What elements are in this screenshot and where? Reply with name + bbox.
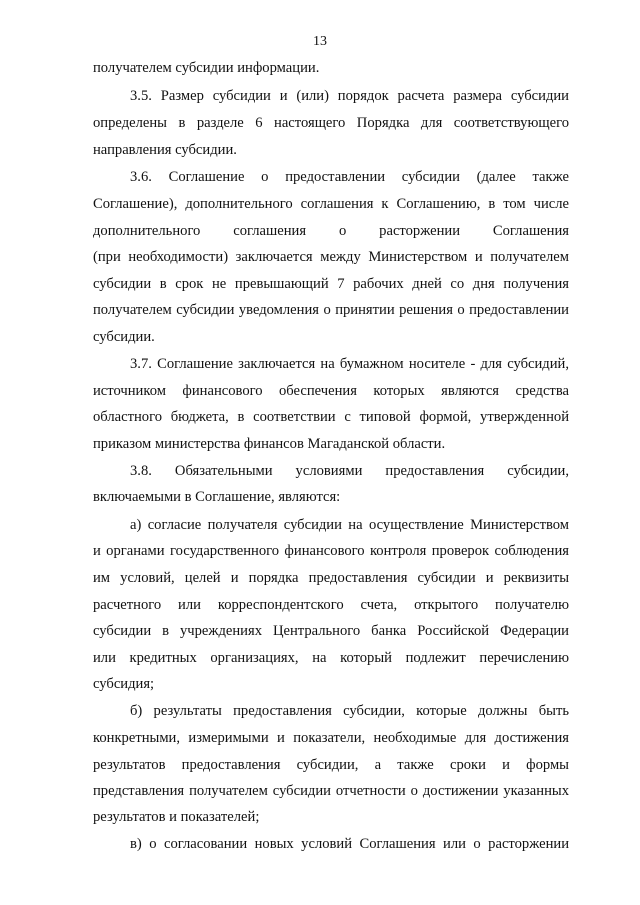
text-line: субсидии в учреждениях Центрального банка Российской Федерации bbox=[93, 623, 569, 639]
text-line: и органами государственного финансового контроля проверок соблюдения bbox=[93, 543, 569, 559]
text-line: 3.8. Обязательными условиями предоставления субсидии, bbox=[130, 463, 569, 479]
text-line: в) о согласовании новых условий Соглашения или о расторжении bbox=[130, 836, 569, 852]
text-line: приказом министерства финансов Магаданской области. bbox=[93, 436, 446, 452]
text-line: субсидия; bbox=[93, 676, 155, 692]
text-line: а) согласие получателя субсидии на осуществление Министерством bbox=[130, 517, 569, 533]
text-line: субсидии в срок не превышающий 7 рабочих дней со дня получения bbox=[93, 276, 569, 292]
text-line: 3.7. Соглашение заключается на бумажном носителе - для субсидий, bbox=[130, 356, 569, 372]
text-line: расчетного или корреспондентского счета, открытого получателю bbox=[93, 597, 569, 613]
text-line: (при необходимости) заключается между Министерством и получателем bbox=[93, 249, 569, 265]
page-number: 13 bbox=[313, 34, 327, 49]
text-line: конкретными, измеримыми и показатели, необходимые для достижения bbox=[93, 730, 569, 746]
text-line: представления получателем субсидии отчетности о достижении указанных bbox=[93, 783, 569, 799]
text-line: источником финансового обеспечения которых являются средства bbox=[93, 383, 569, 399]
text-line: или кредитных организациях, на который подлежит перечислению bbox=[93, 650, 569, 666]
text-line: дополнительного соглашения о расторжении Соглашения bbox=[93, 223, 569, 239]
text-line: Соглашение), дополнительного соглашения к Соглашению, в том числе bbox=[93, 196, 569, 212]
text-line: областного бюджета, в соответствии с типовой формой, утвержденной bbox=[93, 409, 569, 425]
text-line: включаемыми в Соглашение, являются: bbox=[93, 489, 341, 505]
text-line: б) результаты предоставления субсидии, которые должны быть bbox=[130, 703, 569, 719]
text-line: получателем субсидии уведомления о принятии решения о предоставлении bbox=[93, 302, 569, 318]
text-line: им условий, целей и порядка предоставления субсидии и реквизиты bbox=[93, 570, 569, 586]
text-line: результатов и показателей; bbox=[93, 809, 260, 825]
text-line: результатов предоставления субсидии, а также сроки и формы bbox=[93, 757, 569, 773]
text-line: субсидии. bbox=[93, 329, 155, 345]
text-line: получателем субсидии информации. bbox=[93, 60, 320, 76]
text-line: 3.5. Размер субсидии и (или) порядок расчета размера субсидии bbox=[130, 88, 569, 104]
text-line: 3.6. Соглашение о предоставлении субсидии (далее также bbox=[130, 169, 569, 185]
text-line: направления субсидии. bbox=[93, 142, 237, 158]
text-line: определены в разделе 6 настоящего Порядка для соответствующего bbox=[93, 115, 569, 131]
